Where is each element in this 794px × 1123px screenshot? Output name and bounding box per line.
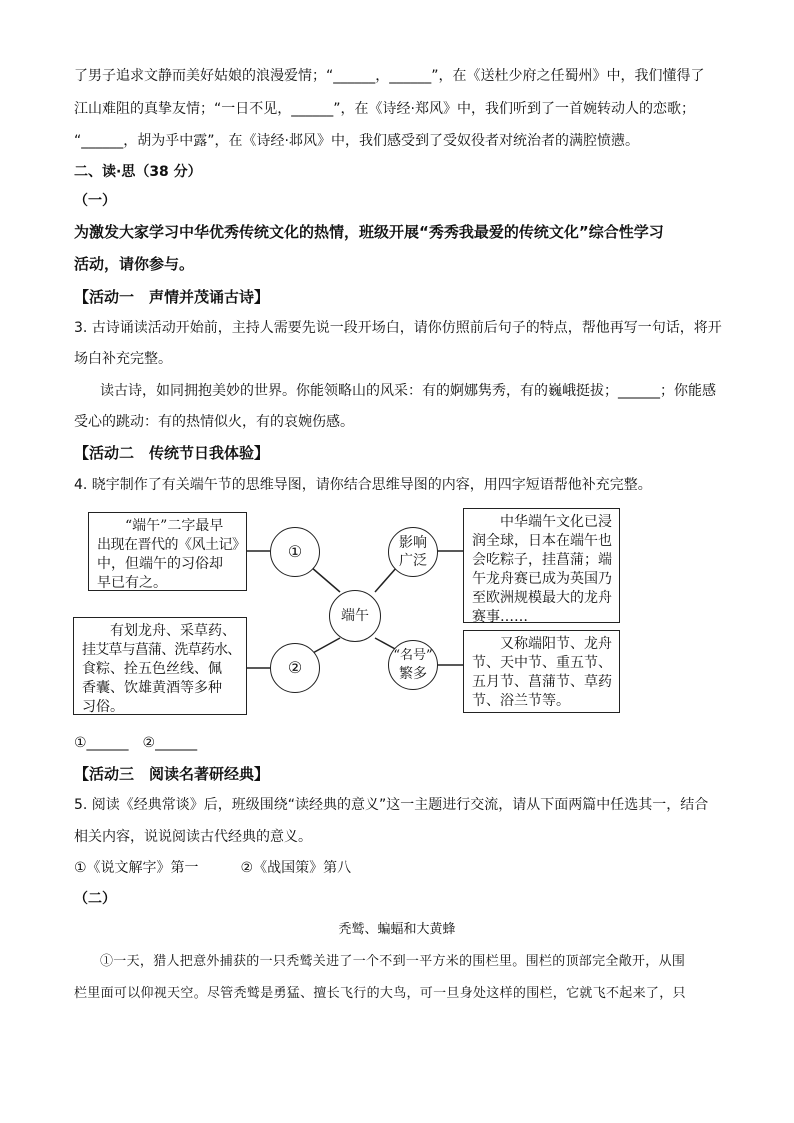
influence-text-4: 午龙舟赛已成为英国乃 (472, 571, 612, 587)
part1-intro-line-1: 为激发大家学习中华优秀传统文化的热情，班级开展“秀秀我最爱的传统文化”综合性学习 (74, 223, 664, 241)
origin-text-4: 早已有之。 (97, 575, 167, 591)
origin-text-2: 出现在晋代的《风土记》 (97, 537, 246, 553)
mindmap-node-names (388, 640, 438, 690)
influence-text-3: 会吃粽子，挂菖蒲；端 (472, 552, 612, 568)
influence-text-6: 赛事…… (472, 609, 528, 625)
part1-intro-line-2: 活动，请你参与。 (74, 255, 195, 273)
intro-line-2: 江山难阻的真挚友情；“一日不见，______”，在《诗经·郑风》中，我们听到了一首婉转动人的恋歌； (74, 101, 695, 117)
activity3-options: ①《说文解字》第一 ②《战国策》第八 (74, 860, 352, 876)
part2-label: （二） (74, 891, 116, 907)
customs-text-3: 食粽、拴五色丝线、佩 (82, 661, 222, 677)
activity3-title: 【活动三 阅读名著研经典】 (74, 765, 270, 783)
customs-text-4: 香囊、饮雄黄酒等多种 (82, 680, 222, 696)
activity3-question-line-1: 5. 阅读《经典常谈》后，班级围绕“读经典的意义”这一主题进行交流，请从下面两篇中任选其一，结合 (74, 797, 709, 813)
names-label-1: “名号” (393, 648, 433, 663)
mindmap-box-influence (463, 508, 620, 623)
part1-label: （一） (74, 193, 116, 209)
intro-line-3: “______，胡为乎中露”，在《诗经·邶风》中，我们感受到了受奴役者对统治者的满腔愤懑。 (74, 133, 639, 149)
names-text-4: 节、浴兰节等。 (472, 693, 570, 709)
story-line-1: ①一天，猎人把意外捕获的一只秃鹫关进了一个不到一平方米的围栏里。围栏的顶部完全敞开，从围 (100, 954, 686, 969)
customs-text-5: 习俗。 (82, 699, 124, 715)
origin-text-3: 中，但端午的习俗却 (97, 556, 223, 572)
activity3-question-line-2: 相关内容，说说阅读古代经典的意义。 (74, 829, 312, 845)
origin-text-1: “端午”二字最早 (125, 518, 224, 534)
mindmap-box-origin (88, 512, 247, 591)
intro-line-1: 了男子追求文静而美好姑娘的浪漫爱情；“______，______”，在《送杜少府之任蜀州》中，我们懂得了 (74, 68, 705, 84)
mindmap-node-blank-1: ① (270, 527, 320, 577)
story-title: 秃鹫、蝙蝠和大黄蜂 (338, 922, 456, 937)
mindmap-node-blank-2: ② (270, 643, 320, 693)
activity2-question: 4. 晓宇制作了有关端午节的思维导图，请你结合思维导图的内容，用四字短语帮他补充完整。 (74, 477, 652, 493)
story-line-2: 栏里面可以仰视天空。尽管秃鹫是勇猛、擅长飞行的大鸟，可一旦身处这样的围栏，它就飞不起来了，只 (74, 986, 686, 1001)
influence-text-2: 润全球，日本在端午也 (472, 533, 612, 549)
mindmap-box-customs (73, 617, 247, 715)
names-text-2: 节、天中节、重五节、 (472, 655, 612, 671)
mindmap-box-names (463, 630, 620, 713)
mindmap-center-node: 端午 (329, 590, 381, 642)
influence-label-2: 广泛 (399, 553, 427, 569)
influence-text-1: 中华端午文化已浸 (500, 514, 612, 530)
activity1-question-line-2: 场白补充完整。 (74, 351, 172, 367)
activity2-answer-blanks: ①______ ②______ (74, 735, 198, 751)
names-text-3: 五月节、菖蒲节、草药 (472, 674, 612, 690)
influence-label-1: 影响 (399, 535, 427, 551)
names-text-1: 又称端阳节、龙舟 (500, 636, 612, 652)
names-label-2: 繁多 (398, 666, 427, 682)
influence-text-5: 至欧洲规模最大的龙舟 (472, 590, 612, 606)
activity1-question-line-1: 3. 古诗诵读活动开始前，主持人需要先说一段开场白，请你仿照前后句子的特点，帮他再写一句话，将开 (74, 320, 722, 336)
activity1-passage-line-2: 受心的跳动：有的热情似火，有的哀婉伤感。 (74, 414, 354, 430)
customs-text-1: 有划龙舟、采草药、 (110, 623, 236, 639)
section2-heading: 二、读·思（38 分） (74, 164, 202, 180)
activity1-passage-line-1: 读古诗，如同拥抱美妙的世界。你能领略山的风采：有的婀娜隽秀，有的巍峨挺拔；______；你能感 (100, 383, 716, 399)
activity2-title: 【活动二 传统节日我体验】 (74, 444, 270, 462)
customs-text-2: 挂艾草与菖蒲、洗草药水、 (82, 642, 241, 658)
activity1-title: 【活动一 声情并茂诵古诗】 (74, 288, 270, 306)
mindmap-node-influence (388, 527, 438, 577)
